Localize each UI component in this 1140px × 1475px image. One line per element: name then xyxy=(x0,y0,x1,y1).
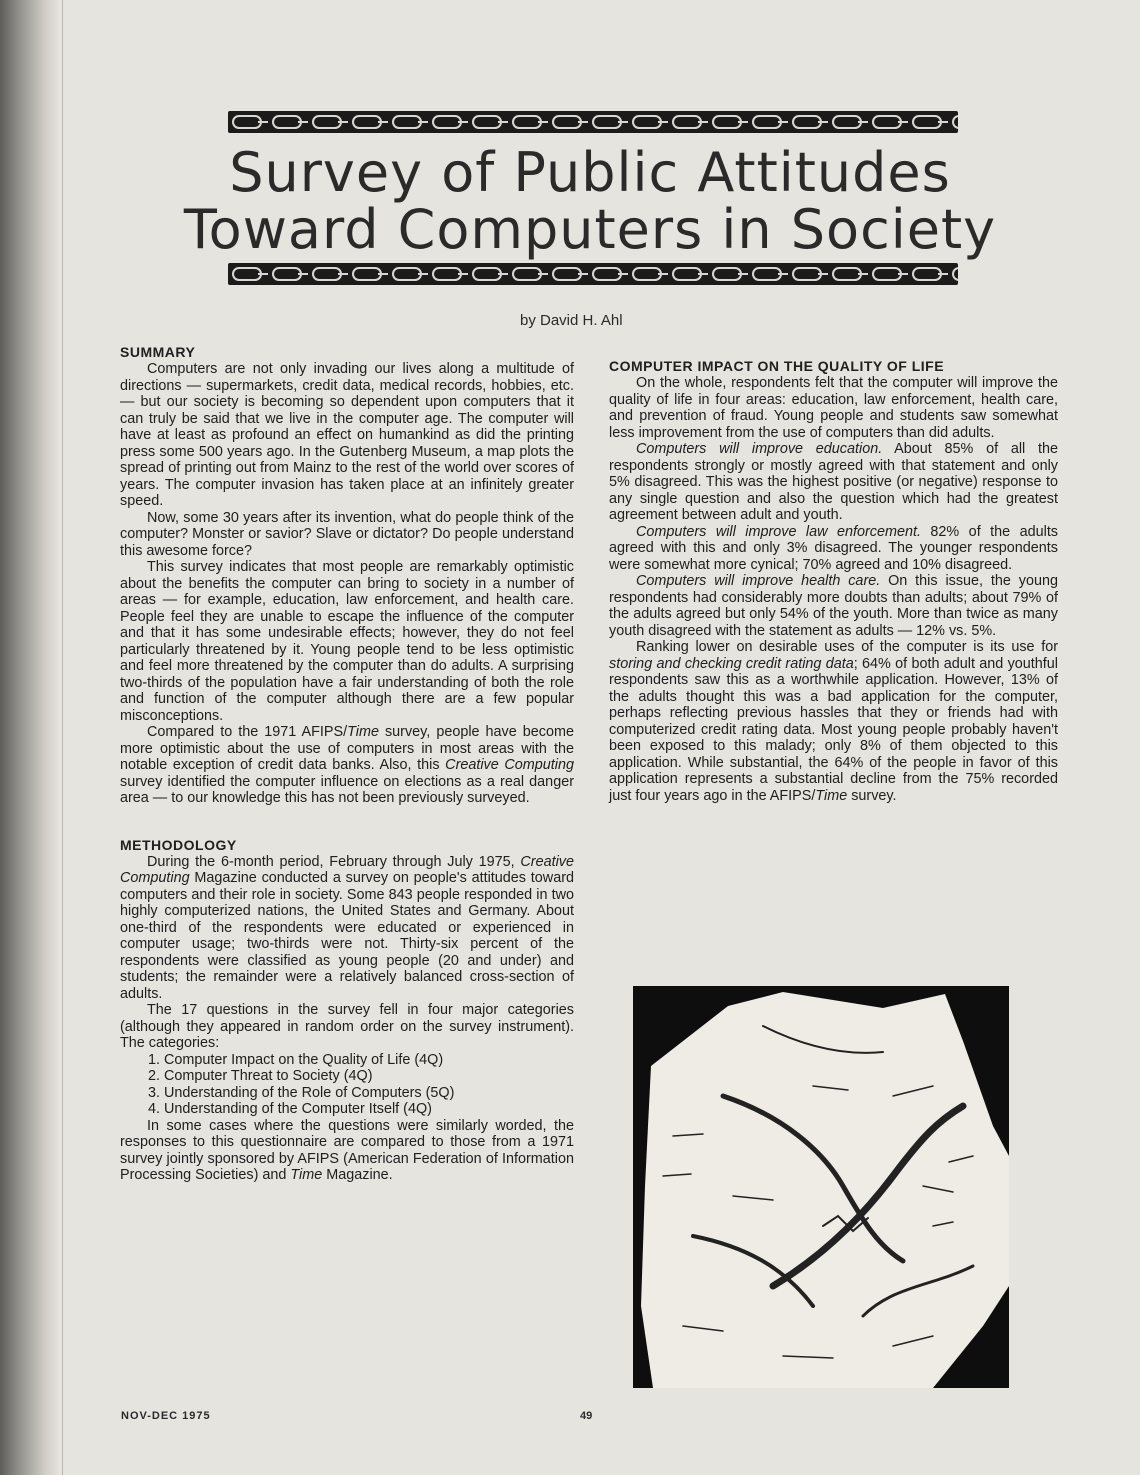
article-title-line-2: Toward Computers in Society xyxy=(183,198,997,261)
terrain-drawing xyxy=(633,986,1009,1388)
issue-date: NOV-DEC 1975 xyxy=(121,1410,211,1422)
text-run: About 85% of all the respondents strongly or mostly agreed with that statement and only 5% disagreed. This was the highest positive (or negative) response to any single question and also the question which had the greatest agreement between adult and youth. xyxy=(609,441,1058,523)
list-item: 2. Computer Threat to Society (4Q) xyxy=(164,1068,574,1085)
impact-paragraph xyxy=(609,524,1058,574)
italic-text: Creative Computing xyxy=(445,757,574,773)
italic-text: Time xyxy=(347,724,379,740)
text-run: survey identified the computer influence on elections as a real danger area — to our knowledge this has not been previously surveyed. xyxy=(120,773,574,806)
category-list xyxy=(120,1052,574,1118)
chain-border-bottom xyxy=(228,263,958,285)
italic-text: Computers will improve education. xyxy=(636,441,883,457)
text-run: Ranking lower on desirable uses of the computer is its use for xyxy=(636,639,1058,655)
italic-text: Creative Computing xyxy=(120,853,574,886)
page-gutter-shadow xyxy=(0,0,60,1475)
byline: by David H. Ahl xyxy=(520,312,623,329)
impact-paragraph xyxy=(609,573,1058,639)
left-column xyxy=(120,344,574,1184)
text-run: survey, people have become more optimistic about the use of computers in most areas with the notable exception of credit data banks. Also, this xyxy=(120,724,574,773)
text-run: Compared to the 1971 AFIPS/ xyxy=(147,724,348,740)
impact-paragraph: On the whole, respondents felt that the computer will improve the quality of life in four areas: education, law enforcement, health care, and prevention of fraud. Young people and students saw somewhat less improvement from the use of computers than did adults. xyxy=(609,375,1058,441)
impact-paragraph xyxy=(609,639,1058,804)
right-column xyxy=(609,358,1058,804)
methodology-paragraph xyxy=(120,854,574,1003)
list-item: 4. Understanding of the Computer Itself (4Q) xyxy=(164,1101,574,1118)
text-run: survey. xyxy=(847,787,897,804)
methodology-heading: METHODOLOGY xyxy=(120,836,237,853)
impact-paragraph xyxy=(609,441,1058,524)
text-run: Magazine conducted a survey on people's attitudes toward computers and their role in society. Some 843 people responded in two highly computerized nations, the United States and Germany. About one-third of the respondents were educated or experienced in computer usage; two-thirds were not. Thirty-six percent of the respondents were classified as young people (20 and under) and students; the remainder were a relatively balanced cross-section of adults. xyxy=(120,870,574,1002)
text-run: 82% of the adults agreed with this and only 3% disagreed. The younger respondents were somewhat more cynical; 70% agreed and 10% disagreed. xyxy=(609,523,1059,573)
methodology-paragraph xyxy=(120,1118,574,1184)
summary-heading: SUMMARY xyxy=(120,344,196,360)
text-run: ; 64% of both adult and youthful respondents saw this as a worthwhile application. However, 13% of the adults thought this was a bad application for the computer, perhaps reflecting previous hassles that they or friends had with computerized credit rating data. Most young people probably haven't been exposed to this malady; only 8% of them objected to this application. While substantial, the 64% of the people in favor of this application represents a substantial decline from the 75% recorded just four years ago in the AFIPS/ xyxy=(609,655,1059,804)
text-run: In some cases where the questions were similarly worded, the responses to this questionnaire are compared to those from a 1971 survey jointly sponsored by AFIPS (American Federation of Information Processing Societies) and xyxy=(120,1117,574,1183)
impact-heading: COMPUTER IMPACT ON THE QUALITY OF LIFE xyxy=(609,358,945,374)
section-spacer xyxy=(120,807,574,837)
list-item: 1. Computer Impact on the Quality of Life (4Q) xyxy=(164,1052,574,1069)
italic-text: Computers will improve health care. xyxy=(636,573,881,589)
methodology-paragraph: The 17 questions in the survey fell in four major categories (although they appeared in random order on the survey instrument). The categories: xyxy=(120,1002,574,1051)
summary-paragraph xyxy=(120,724,574,807)
list-item: 3. Understanding of the Role of Computers (5Q) xyxy=(164,1085,574,1102)
page-number: 49 xyxy=(580,1410,593,1422)
summary-paragraph: Now, some 30 years after its invention, what do people think of the computer? Monster or savior? Slave or dictator? Do people understand this awesome force? xyxy=(120,509,574,559)
article-title-line-1: Survey of Public Attitudes xyxy=(229,141,951,204)
landscape-illustration xyxy=(633,986,1009,1388)
chain-pattern xyxy=(228,111,958,133)
italic-text: Time xyxy=(815,787,848,804)
summary-paragraph: This survey indicates that most people are remarkably optimistic about the benefits the computer can bring to society in a number of areas — for example, education, law enforcement, and health care. People feel they are unable to escape the influence of the computer and that it has some undesirable effects; however, they do not feel particularly threatened by it. Young people tend to be less optimistic and feel more threatened by the computer than do adults. A surprising two-thirds of the population have a fair understanding of both the role and function of the computer although there are a few popular misconceptions. xyxy=(120,559,574,724)
summary-paragraph: Computers are not only invading our lives along a multitude of directions — supermarkets, credit data, medical records, hobbies, etc. — but our society is becoming so dependent upon computers that it can truly be said that we live in the computer age. The computer will have at least as profound an effect on humankind as did the printing press some 500 years ago. In the Gutenberg Museum, a map plots the spread of printing out from Mainz to the rest of the world over scores of years. The computer invasion has taken place at an infinitely greater speed. xyxy=(120,361,574,509)
text-run: On this issue, the young respondents had considerably more doubts than adults; about 79% of the adults agreed but only 54% of the youth. More than twice as many youth disagreed with the statement as adults — 12% vs. 5%. xyxy=(609,573,1058,639)
italic-text: Computers will improve law enforcement. xyxy=(636,523,921,540)
italic-text: storing and checking credit rating data xyxy=(609,655,854,672)
chain-pattern xyxy=(228,263,958,285)
chain-border-top xyxy=(228,111,958,133)
text-run: Magazine. xyxy=(322,1167,393,1183)
text-run: During the 6-month period, February through July 1975, xyxy=(147,853,521,870)
binding-line xyxy=(62,0,63,1475)
italic-text: Time xyxy=(290,1167,323,1183)
